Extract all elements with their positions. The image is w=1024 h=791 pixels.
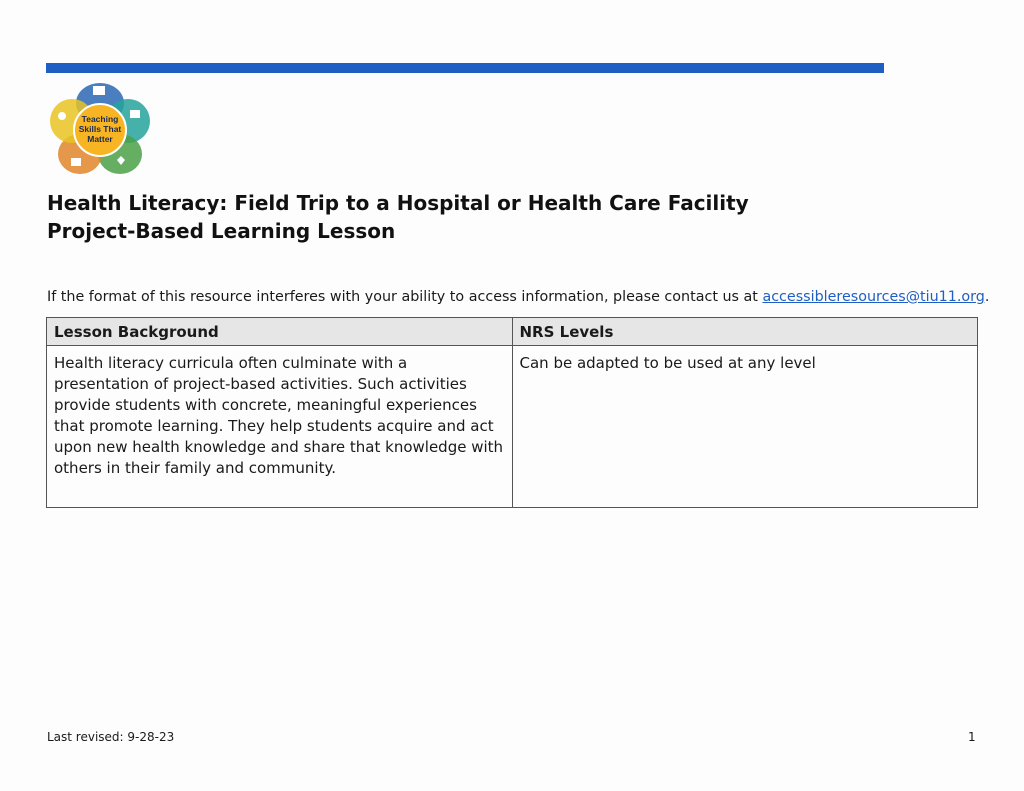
lesson-background-header: Lesson Background xyxy=(47,318,513,346)
contact-email-link[interactable]: accessibleresources@tiu11.org xyxy=(762,289,985,305)
lightbulb-icon xyxy=(58,112,66,120)
book-icon xyxy=(93,86,105,95)
teaching-skills-that-matter-logo xyxy=(46,76,154,180)
last-revised-footer: Last revised: 9-28-23 xyxy=(47,730,175,744)
table-header-row xyxy=(47,318,978,346)
page-number: 1 xyxy=(968,730,976,744)
house-icon xyxy=(71,158,81,166)
accessibility-note-suffix: . xyxy=(984,289,990,305)
logo-text-line1: Teaching xyxy=(81,114,119,124)
accessibility-note xyxy=(47,287,989,307)
title-line-1: Health Literacy: Field Trip to a Hospital or Health Care Facility xyxy=(47,191,749,215)
lesson-info-table xyxy=(46,317,978,508)
page-title xyxy=(47,189,749,245)
nrs-levels-header: NRS Levels xyxy=(512,318,978,346)
logo-text-line2: Skills That xyxy=(78,124,122,134)
computer-icon xyxy=(130,110,140,118)
accessibility-note-text: If the format of this resource interferes with your ability to access information, please contact us at xyxy=(47,289,763,305)
nrs-levels-cell: Can be adapted to be used at any level xyxy=(512,346,978,508)
table-row xyxy=(47,346,978,508)
lesson-background-cell: Health literacy curricula often culminate with a presentation of project-based activities. Such activities provide students with concrete, meaningful experiences that promote learning. They help students acquire and act upon new health knowledge and share that knowledge with others in their family and community. xyxy=(47,346,513,508)
top-accent-bar xyxy=(46,63,884,73)
title-line-2: Project-Based Learning Lesson xyxy=(47,219,396,243)
logo-text-line3: Matter xyxy=(87,134,113,144)
